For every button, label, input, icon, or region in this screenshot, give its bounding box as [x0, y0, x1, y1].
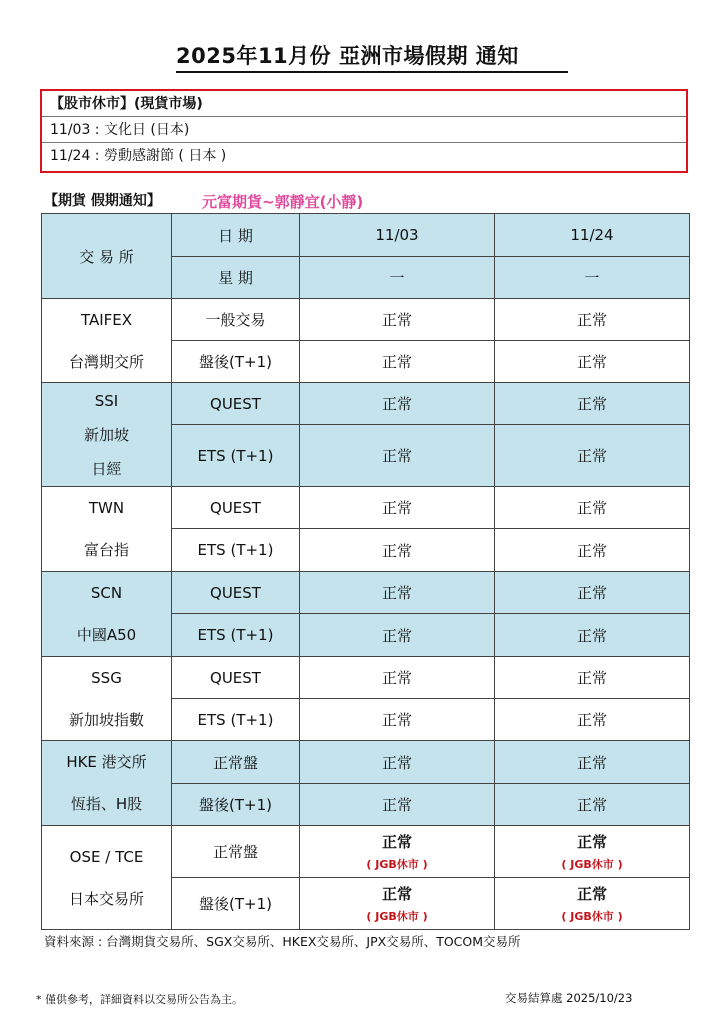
- session-cell: 一般交易: [172, 299, 300, 341]
- status-cell: [300, 529, 495, 572]
- stock-holiday-header: 【股市休市】(現貨市場): [42, 91, 686, 117]
- status-cell: [495, 657, 690, 699]
- status-cell: [495, 741, 690, 784]
- table-row: [42, 299, 690, 341]
- status-note: ( JGB休市 ): [366, 910, 428, 923]
- table-body: [42, 214, 690, 930]
- table-row: [42, 383, 690, 425]
- status-cell: [300, 299, 495, 341]
- futures-holiday-table: [41, 213, 690, 930]
- session-cell: 正常盤: [172, 826, 300, 878]
- status-text: 正常: [381, 796, 412, 814]
- table-row: [42, 487, 690, 529]
- status-text: 正常: [381, 541, 412, 560]
- exchange-header: 交 易 所: [42, 214, 172, 299]
- status-text: 正常: [381, 669, 412, 687]
- stock-holiday-row: 11/24 : 勞動感謝節 ( 日本 ): [50, 148, 227, 164]
- session-cell: QUEST: [172, 487, 300, 529]
- table-row: [42, 657, 690, 699]
- session-cell: 盤後(T+1): [172, 878, 300, 930]
- table-row: [42, 572, 690, 614]
- status-text: 正常: [576, 833, 607, 851]
- status-cell: [300, 741, 495, 784]
- stock-holiday-row: 11/03 : 文化日 (日本): [42, 117, 686, 143]
- status-text: 正常: [381, 584, 412, 602]
- status-text: 正常: [381, 447, 412, 465]
- status-cell: [495, 383, 690, 425]
- status-cell: [300, 487, 495, 529]
- session-cell: 正常盤: [172, 741, 300, 784]
- status-text: 正常: [381, 499, 412, 517]
- status-text: 正常: [576, 711, 607, 729]
- status-cell: [495, 529, 690, 572]
- status-text: 正常: [381, 353, 412, 371]
- date-header: 日 期: [172, 214, 300, 257]
- status-cell: [300, 341, 495, 383]
- date-cell: 11/03: [300, 214, 495, 257]
- status-text: 正常: [576, 541, 607, 560]
- exchange-name-line: 富台指: [83, 541, 129, 559]
- session-cell: QUEST: [172, 383, 300, 425]
- exchange-name-line: 日本交易所: [68, 889, 144, 908]
- status-text: 正常: [381, 395, 412, 413]
- session-cell: ETS (T+1): [172, 699, 300, 741]
- status-text: 正常: [576, 499, 607, 517]
- status-cell: [495, 487, 690, 529]
- table-header-row: [42, 214, 690, 257]
- status-cell: [300, 657, 495, 699]
- exchange-name-line: OSE / TCE: [69, 847, 144, 866]
- exchange-cell: [42, 299, 172, 383]
- exchange-name-line: 中國A50: [76, 626, 137, 644]
- weekday-cell: 一: [495, 257, 690, 299]
- title-underline: [176, 71, 568, 73]
- page-title: 2025年11月份 亞洲市場假期 通知: [176, 44, 519, 68]
- data-source: 資料來源 : 台灣期貨交易所、SGX交易所、HKEX交易所、JPX交易所、TOCOM交易所: [44, 934, 521, 949]
- status-text: 正常: [576, 669, 607, 687]
- status-cell: [300, 826, 495, 878]
- exchange-name-line: HKE 港交所: [66, 753, 147, 771]
- status-cell: [300, 699, 495, 741]
- status-cell: [495, 784, 690, 826]
- table-row: [42, 826, 690, 878]
- status-text: 正常: [576, 311, 607, 329]
- session-cell: ETS (T+1): [172, 529, 300, 572]
- status-text: 正常: [381, 626, 412, 645]
- exchange-name-line: 新加坡: [83, 425, 129, 444]
- session-cell: 盤後(T+1): [172, 784, 300, 826]
- exchange-name-line: SSI: [94, 391, 119, 410]
- exchange-name-line: 恆指、H股: [70, 795, 143, 813]
- session-cell: 盤後(T+1): [172, 341, 300, 383]
- status-cell: [495, 341, 690, 383]
- exchange-name-line: 新加坡指數: [68, 710, 144, 729]
- status-cell: [300, 878, 495, 930]
- status-text: 正常: [576, 395, 607, 413]
- exchange-name-line: SSG: [91, 668, 122, 687]
- status-cell: [495, 699, 690, 741]
- session-cell: QUEST: [172, 572, 300, 614]
- status-cell: [300, 614, 495, 657]
- weekday-cell: 一: [300, 257, 495, 299]
- status-cell: [300, 784, 495, 826]
- exchange-name-line: 台灣期交所: [68, 352, 144, 371]
- session-cell: ETS (T+1): [172, 425, 300, 487]
- weekday-header: 星 期: [172, 257, 300, 299]
- status-note: ( JGB休市 ): [366, 858, 428, 871]
- status-text: 正常: [381, 753, 412, 772]
- status-text: 正常: [576, 447, 607, 465]
- exchange-cell: [42, 383, 172, 487]
- status-cell: [495, 826, 690, 878]
- status-text: 正常: [576, 753, 607, 772]
- exchange-cell: [42, 741, 172, 826]
- exchange-name-line: SCN: [90, 584, 123, 602]
- status-text: 正常: [381, 833, 412, 851]
- status-text: 正常: [576, 885, 607, 903]
- status-text: 正常: [576, 796, 607, 814]
- status-cell: [495, 425, 690, 487]
- exchange-cell: [42, 572, 172, 657]
- exchange-name-line: TAIFEX: [80, 310, 133, 329]
- exchange-cell: [42, 487, 172, 572]
- status-text: 正常: [576, 626, 607, 645]
- status-text: 正常: [576, 353, 607, 371]
- status-cell: [300, 425, 495, 487]
- exchange-cell: [42, 657, 172, 741]
- stock-holiday-box: [40, 89, 688, 173]
- status-text: 正常: [381, 711, 412, 729]
- session-cell: QUEST: [172, 657, 300, 699]
- footnote: * 僅供參考，詳細資料以交易所公告為主。: [36, 993, 243, 1006]
- status-cell: [495, 572, 690, 614]
- author-label: 元富期貨~郭靜宜(小靜): [202, 193, 364, 211]
- session-cell: ETS (T+1): [172, 614, 300, 657]
- status-text: 正常: [381, 311, 412, 329]
- exchange-name-line: TWN: [88, 499, 125, 517]
- status-note: ( JGB休市 ): [561, 910, 623, 923]
- status-cell: [300, 572, 495, 614]
- table-row: [42, 741, 690, 784]
- status-cell: [495, 299, 690, 341]
- exchange-name-line: 日經: [91, 459, 122, 478]
- status-note: ( JGB休市 ): [561, 858, 623, 871]
- status-text: 正常: [576, 584, 607, 602]
- futures-section-label: 【期貨 假期通知】: [44, 193, 161, 209]
- status-text: 正常: [381, 885, 412, 903]
- footer-date: 交易結算處 2025/10/23: [505, 991, 633, 1005]
- status-cell: [495, 878, 690, 930]
- status-cell: [495, 614, 690, 657]
- exchange-cell: [42, 826, 172, 930]
- date-cell: 11/24: [495, 214, 690, 257]
- status-cell: [300, 383, 495, 425]
